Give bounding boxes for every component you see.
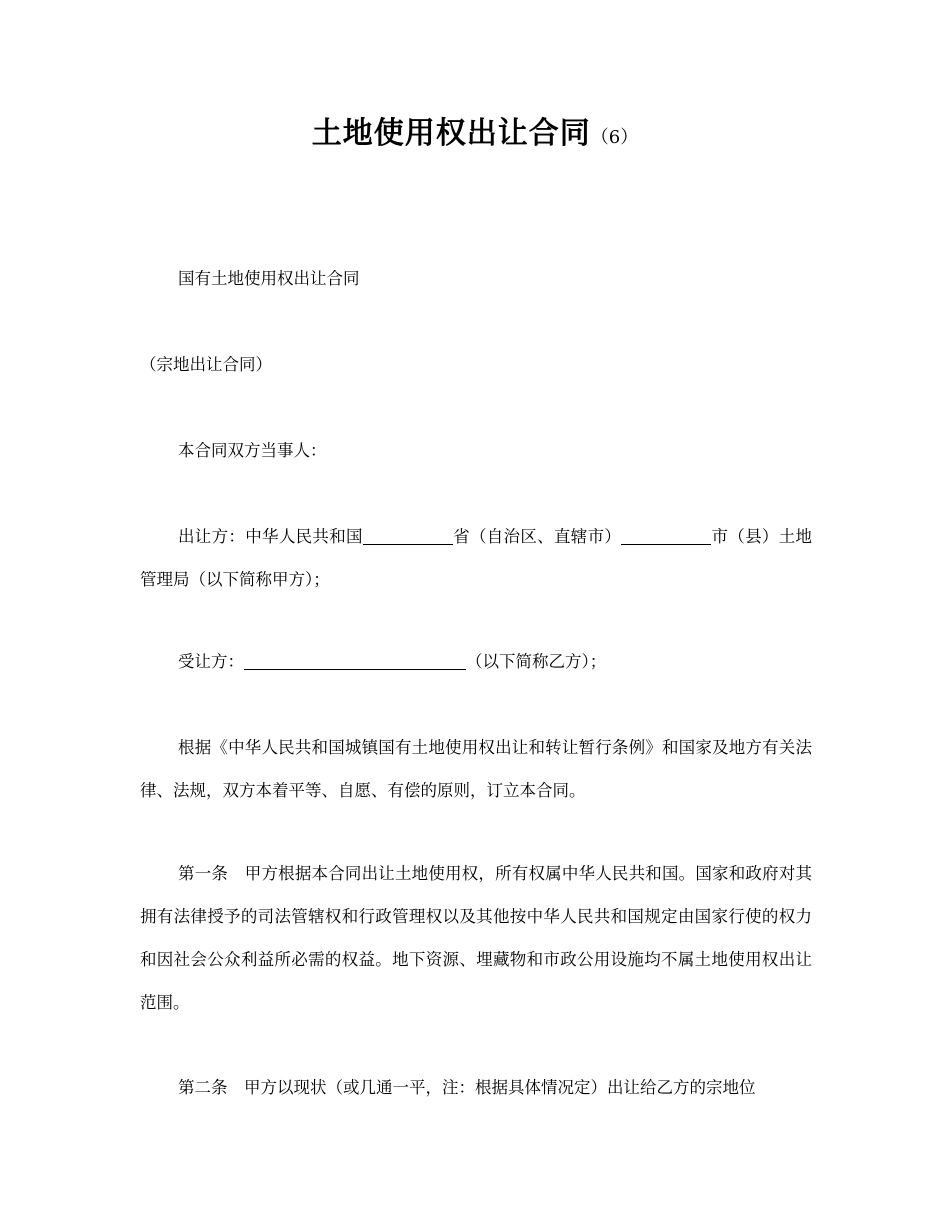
parties-intro-block [140,429,812,472]
grantee-block [140,640,812,683]
document-title [0,112,950,160]
article-1: 第一条 甲方根据本合同出让土地使用权，所有权属中华人民共和国。国家和政府对其拥有法律授予的司法管辖权和行政管理权以及其他按中华人民共和国规定由国家行使的权力和因社会公众利益所必需的权益。地下资源、埋藏物和市政公用设施均不属土地使用权出让范围。 [140,864,812,1012]
contract-heading: 国有土地使用权出让合同 [178,269,360,288]
title-text: 土地使用权出让合同 [311,116,591,151]
grantor-block [140,515,812,601]
grantee-paragraph [140,640,812,683]
basis-block [140,726,812,812]
grantor-prefix: 出让方：中华人民共和国 [178,527,363,546]
contract-subheading: （宗地出让合同） [140,355,272,374]
heading-block [140,257,812,300]
article1-block [140,852,812,1024]
grantor-suffix: 市（县）土地管理局（以下简称甲方）； [140,527,813,589]
article-2: 第二条 甲方以现状（或几通一平，注：根据具体情况定）出让给乙方的宗地位 [178,1078,756,1097]
grantor-middle: 省（自治区、直辖市） [452,527,622,546]
article2-block [140,1066,812,1109]
city-blank[interactable] [621,526,711,545]
province-blank[interactable] [363,526,453,545]
grantee-prefix: 受让方： [178,652,244,671]
basis-paragraph: 根据《中华人民共和国城镇国有土地使用权出让和转让暂行条例》和国家及地方有关法律、法规，双方本着平等、自愿、有偿的原则，订立本合同。 [140,738,812,800]
title-suffix: （6） [590,127,639,148]
grantee-suffix: （以下简称乙方）； [466,652,607,671]
parties-intro: 本合同双方当事人： [178,441,327,460]
subheading-block [140,343,812,386]
grantor-paragraph [140,515,812,601]
grantee-blank[interactable] [244,651,466,670]
